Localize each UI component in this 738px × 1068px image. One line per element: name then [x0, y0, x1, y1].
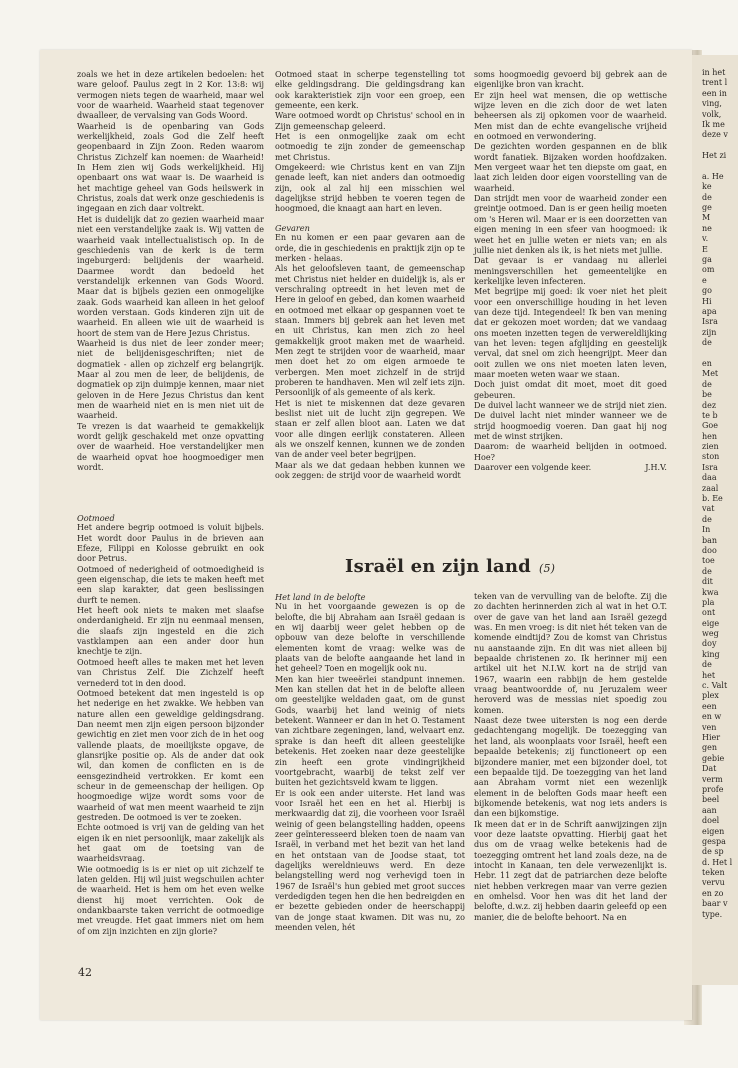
paragraph: Daarom: de waarheid belijden in ootmoed. Hoe?: [474, 442, 667, 462]
paragraph: Waarheid is de openbaring van Gods werkelijkheid, zoals God die Zelf heeft geopenbaard in Zijn Zoon. Reden waarom Christus Zichzelf kan noemen: de Waarheid! In Hem zien wij Gods werkelijkheid. Hij openbaart ons wat waar is. De waarheid is het machtige geheel van Gods heilswerk in Christus, zoals dat werk onze geschiedenis is ingegaan en zich daar voltrekt.: [77, 121, 264, 214]
next-page-line: kwa: [702, 587, 719, 597]
column-1: [77, 70, 264, 473]
next-page-line: b. Ee: [702, 494, 723, 504]
next-page-line: vervu: [702, 878, 725, 888]
next-page-line: zijn: [702, 327, 717, 337]
section-heading: Het land in de belofte: [275, 592, 366, 602]
next-page-line: ven: [702, 722, 717, 732]
paragraph: Ootmoed staat in scherpe tegenstelling tot elke geldingsdrang. Die geldingsdrang kan ook karakteristiek zijn voor een groep, een gemeente, een kerk.: [275, 70, 465, 111]
next-page-line: vat: [702, 504, 715, 514]
next-page-line: hen: [702, 431, 718, 441]
next-page-line: dit: [702, 577, 713, 587]
paragraph: Maar als we dat gedaan hebben kunnen we ook zeggen: de strijd voor de waarheid wordt: [275, 460, 465, 481]
next-page-line: Isra: [702, 317, 718, 327]
next-page-line: ke: [702, 182, 712, 192]
paragraph: Ik meen dat er in de Schrift aanwijzingen zijn voor deze laatste opvatting. Hierbij gaat het dus om de vraag welke betekenis had de toezegging omtrent het land zoals deze, na de intocht in Kanaan, ten dele verwezenlijkt is. Hebr. 11 zegt dat de patriarchen deze belofte niet hebben verkregen maar van verre gezien en omhelsd. Voor hen was dit het land der belofte, d.w.z. zij hebben daarin geleefd op een manier, die de belofte behoort. Na en: [474, 819, 667, 922]
article-title-text: Israël en zijn land: [345, 556, 531, 577]
next-page-line: v.: [702, 234, 709, 244]
next-page-line: d. Het l: [702, 857, 733, 867]
next-page-line: toe: [702, 556, 715, 566]
next-page-line: ston: [702, 452, 720, 462]
paragraph: De duivel lacht wanneer we de strijd niet zien. De duivel lacht niet minder wanneer we de strijd hoogmoedig voeren. Dan gaat hij nog met de winst strijken.: [474, 401, 667, 442]
next-page-line: E: [702, 244, 708, 254]
next-page-line: Hi: [702, 296, 712, 306]
next-page-line: de: [702, 192, 712, 202]
next-page-line: een in: [702, 88, 727, 98]
next-page-line: verm: [702, 774, 723, 784]
next-page-line: Goe: [702, 421, 718, 431]
column-6: [474, 592, 667, 923]
next-page-line: in het: [702, 68, 726, 77]
next-page-line: profe: [702, 784, 724, 794]
next-page-line: de: [702, 514, 712, 524]
next-page-line: type.: [702, 909, 723, 919]
page-number: 42: [78, 966, 92, 979]
article-part-number: (5): [538, 562, 556, 575]
paragraph: Dan strijdt men voor de waarheid zonder een greintje ootmoed. Dan is er geen heilig moeten om 's Heren wil. Maar er is een doorzetten van eigen mening in een sfeer van hoogmoed: ik weet het en jullie weten er niets van; en als jullie niet denken als ik, is het niets met jullie.: [474, 194, 667, 255]
next-page-line: trent l: [702, 78, 728, 88]
paragraph: Het andere begrip ootmoed is voluit bijbels. Het wordt door Paulus in de brieven aan Efeze, Filippi en Kolosse gebruikt en ook door Petrus.: [77, 523, 264, 564]
column-2: [275, 70, 465, 481]
next-page-line: baar v: [702, 899, 728, 909]
next-page-line: king: [702, 649, 720, 659]
next-page-line: weg: [702, 629, 719, 639]
next-page-line: ge: [702, 203, 712, 213]
column-5: [275, 592, 465, 933]
paragraph: Nu in het voorgaande gewezen is op de belofte, die bij Abraham aan Israël gedaan is en wij daarbij weer gelet hebben op de opbouw van deze belofte in verschillende elementen komt de vraag: welke was de plaats van de belofte aangaande het land in het geheel? Toen en mogelijk ook nu.: [275, 602, 465, 674]
paragraph: Omgekeerd: wie Christus kent en van Zijn genade leeft, kan niet anders dan ootmoedig zijn, ook al zal hij een misschien wel dagelijkse strijd hebben te voeren tegen de hoogmoed, die knaagt aan hart en leven.: [275, 163, 465, 214]
closing-text: Daarover een volgende keer.: [474, 463, 592, 473]
next-page-line: doel: [702, 816, 720, 826]
next-page-line: go: [702, 286, 712, 296]
next-page-line: apa: [702, 306, 717, 316]
next-page-line: Hier: [702, 733, 721, 742]
next-page-line: zaal: [702, 483, 719, 493]
next-page-line: Met: [702, 369, 719, 379]
paragraph: Echte ootmoed is vrij van de gelding van het eigen ik en niet persoonlijk, maar zakelijk als het gaat om de toetsing van de waarheidsvraag.: [77, 823, 264, 864]
paragraph: Er is ook een ander uiterste. Het land was voor Israël het een en het al. Hierbij is merkwaardig dat zij, die voorheen voor Israël weinig of geen belangstelling hadden, opeens zeer geïnteresseerd bleken toen de naam van Israël, in verband met het bezit van het land en het ontstaan van de Joodse staat, tot dagelijks wereldnieuws werd. En deze belangstelling werd nog verhevigd toen in 1967 de Israël's hun gebied met groot succes verdedigden tegen hen die hen bedreigden en er bezette gebieden onder de heerschappij van de jonge staat kwamen. Dit was nu, zo meenden velen, hét: [275, 788, 465, 932]
next-page-line: gebie: [702, 753, 725, 763]
next-page-line: ont: [702, 608, 716, 618]
paragraph: Als het geloofsleven taant, de gemeenschap met Christus niet helder en duidelijk is, als er verschraling optreedt in het leven met de Here in geloof en gebed, dan komen waarheid en ootmoed met elkaar op gespannen voet te staan. Immers bij gebrek aan het leven met en uit Christus, kan men zich zo heel gemakkelijk groot maken met de waarheid. Men zegt te strijden voor de waarheid, maar men doet het zo om eigen armoede te verbergen. Men moet zichzelf in de strijd proberen te handhaven. Men wil zelf iets zijn. Persoonlijk of als gemeente of als kerk.: [275, 264, 465, 398]
next-page-line: ving,: [702, 99, 722, 109]
next-page-line: [702, 349, 738, 359]
next-page-line: de: [702, 660, 712, 670]
next-page-line: het: [702, 670, 716, 680]
next-page-line: eige: [702, 618, 720, 628]
next-page-line: doo: [702, 545, 717, 555]
next-page-line: gespa: [702, 836, 726, 846]
next-page-line: ban: [702, 535, 718, 545]
paragraph: soms hoogmoedig gevoerd bij gebrek aan de eigenlijke bron van kracht.: [474, 70, 667, 90]
next-page-line: Ik me: [702, 119, 725, 129]
next-page-line: een: [702, 701, 717, 711]
next-page-line: Isra: [702, 462, 718, 472]
next-page-line: In: [702, 525, 711, 535]
next-page-line: aan: [702, 805, 717, 815]
next-page-text: [702, 68, 738, 920]
section-heading: Gevaren: [275, 222, 310, 233]
column-4: [77, 513, 264, 937]
next-page-line: en zo: [702, 888, 724, 898]
paragraph: Wie ootmoedig is is er niet op uit zichzelf te laten gelden. Hij wil juist wegschuilen achter de waarheid. Het is hem om het even welke dienst hij moet verrichten. Ook de ondankbaarste taken verricht de ootmoedige met vreugde. Het gaat immers niet om hem of om zijn inzichten en zijn glorie?: [77, 864, 264, 936]
next-page-line: c. Valt: [702, 681, 728, 691]
next-page-line: daa: [702, 473, 717, 483]
next-page-line: plex: [702, 691, 719, 701]
paragraph: Naast deze twee uitersten is nog een derde gedachtengang mogelijk. De toezegging van het land, als woonplaats voor Israël, heeft een bepaalde betekenis; zij functioneert op een bijzondere manier, met een bijzonder doel, tot een bepaalde tijd. De toezegging van het land aan Abraham vormt niet een wezenlijk element in de beloften Gods maar heeft een bijkomende betekenis, wat nog iets anders is dan een bijkomstige.: [474, 716, 667, 819]
next-page-line: [702, 162, 738, 172]
paragraph: Dat gevaar is er vandaag nu allerlei meningsverschillen het gemeentelijke en kerkelijke leven infecteren.: [474, 256, 667, 286]
paragraph: teken van de vervulling van de belofte. Zij die zo dachten herinnerden zich al wat in het O.T. over de gave van het land aan Israël gezegd was. En men vroeg: is dit niet hét teken van de komende eindtijd? Zou de komst van Christus nu aanstaande zijn. En dit was niet alleen bij bepaalde christenen zo. Ik herinner mij een artikel uit het N.I.W. kort na de strijd van 1967, waarin een rabbijn de hem gestelde vraag beantwoordde of, nu Jeruzalem weer heroverd was de messias niet spoedig zou komen.: [474, 592, 667, 715]
paragraph: Ware ootmoed wordt op Christus' school en in Zijn gemeenschap geleerd.: [275, 111, 465, 131]
next-page-line: pla: [702, 597, 715, 607]
paragraph: De gezichten worden gespannen en de blik wordt fanatiek. Bijzaken worden hoofdzaken. Men vergeet waar het ten diepste om gaat, en laat zich leiden door eigen voorstelling van de waarheid.: [474, 142, 667, 193]
next-page-line: Het zi: [702, 151, 727, 161]
next-page-line: gen: [702, 743, 718, 753]
next-page-line: M: [702, 213, 711, 223]
paragraph: Met begrijpe mij goed: ik voer niet het pleit voor een onverschillige houding in het leven van deze tijd. Integendeel! Ik ben van mening dat er gekozen moet worden; dat we vandaag ons moeten inzetten tegen de verwereldlijking van het leven: tegen afglijding en geestelijk verval, dat snel om zich heengrijpt. Meer dan ooit zullen we ons niet moeten laten leven, maar moeten weten waar we staan.: [474, 287, 667, 379]
next-page-line: ne: [702, 223, 712, 233]
paragraph: Het is duidelijk dat zo gezien waarheid maar niet een verstandelijke zaak is. Wij vatten de waarheid vaak intellectualistisch op. In de geschiedenis van de kerk is de term ingeburgerd: belijdenis der waarheid. Daarmee wordt dan bedoeld het verstandelijk erkennen van Gods Woord. Maar dat is bijbels gezien een onmogelijke zaak. Gods waarheid kan alleen in het geloof worden verstaan. Gods kinderen zijn uit de waarheid. En alleen wie uit de waarheid is hoort de stem van de Here Jezus Christus.: [77, 214, 264, 338]
next-page-line: om: [702, 265, 715, 275]
paragraph: Het is een onmogelijke zaak om echt ootmoedig te zijn zonder de gemeenschap met Christus.: [275, 132, 465, 162]
next-page-line: volk,: [702, 109, 722, 119]
next-page-line: Dat: [702, 764, 717, 774]
paragraph: En nu komen er een paar gevaren aan de orde, die in geschiedenis en praktijk zijn op te merken - helaas.: [275, 233, 465, 263]
paragraph: Ootmoed heeft alles te maken met het leven van Christus Zelf. Die Zichzelf heeft vernederd tot in den dood.: [77, 657, 264, 688]
paragraph: Het is niet te miskennen dat deze gevaren beslist niet uit de lucht zijn gegrepen. We staan er zelf allen bloot aan. Laten we dat voor alle dingen eerlijk constateren. Alleen als we onszelf kennen, kunnen we de zonden van de ander veel beter begrijpen.: [275, 398, 465, 460]
article-title: [345, 556, 555, 577]
paragraph: Ootmoed of nederigheid of ootmoedigheid is geen eigenschap, die iets te maken heeft met een slap karakter, dat geen beslissingen durft te nemen.: [77, 564, 264, 605]
paragraph: Doch juist omdat dit moet, moet dit goed gebeuren.: [474, 380, 667, 400]
next-page-line: te b: [702, 410, 718, 420]
next-page-line: de: [702, 566, 712, 576]
next-page-line: eigen: [702, 826, 725, 836]
paragraph: Het heeft ook niets te maken met slaafse onderdanigheid. Er zijn nu eenmaal mensen, die slaafs zijn ingesteld en die zich vastklampen aan een ander door hun knechtje te zijn.: [77, 606, 264, 657]
author-signature: J.H.V.: [645, 463, 667, 473]
section-heading: Ootmoed: [77, 513, 115, 523]
next-page-line: dez: [702, 400, 717, 410]
next-page-line: beel: [702, 795, 720, 805]
next-page-line: de: [702, 338, 712, 348]
next-page-line: doy: [702, 639, 717, 649]
paragraph: Er zijn heel wat mensen, die op wettische wijze leven en die zich door de wet laten beheersen als zij opkomen voor de waarheid. Men mist dan de echte evangelische vrijheid en ootmoed en verwondering.: [474, 90, 667, 142]
paragraph: Ootmoed betekent dat men ingesteld is op het nederige en het zwakke. We hebben van nature allen een geweldige geldingsdrang. Dan neemt men zijn eigen persoon bijzonder gewichtig en ziet men voor zich de in het oog vallende plaats, de moeilijkste opgave, de glansrijke positie op. Als de ander dat ook wil, dan komen de conflicten en is de eensgezindheid vertrokken. Er komt een scheur in de gemeenschap der heiligen. Op hoogmoedige wijze wordt soms voor de waarheid of wat men meent waarheid te zijn gestreden. De ootmoed is ver te zoeken.: [77, 688, 264, 822]
next-page-line: teken: [702, 868, 725, 878]
next-page-line: be: [702, 390, 712, 400]
column-3: [474, 70, 667, 473]
next-page-line: [702, 141, 738, 151]
paragraph: Te vrezen is dat waarheid te gemakkelijk wordt gelijk geschakeld met onze opvatting over de waarheid. Hoe verstandelijker men de waarheid opvat hoe hoogmoediger men wordt.: [77, 421, 264, 473]
paragraph: Men kan hier tweeërlei standpunt innemen. Men kan stellen dat het in de belofte alleen om geestelijke weldaden gaat, om de gunst Gods, waarbij het land weinig of niets betekent. Wanneer er dan in het O. Testament van zichtbare zegeningen, land, welvaart enz. sprake is dan heeft dit alleen geestelijke betekenis. Het zoeken naar deze geestelijke zin heeft een grote vindingrijkheid voortgebracht, waarbij de tekst zelf ver buiten het gezichtsveld kwam te liggen.: [275, 674, 465, 788]
next-page-line: de: [702, 379, 712, 389]
next-page-line: e: [702, 275, 707, 285]
next-page-line: ga: [702, 255, 712, 265]
next-page-line: de sp: [702, 847, 724, 857]
next-page-line: a. He: [702, 171, 724, 181]
closing-line: [474, 463, 667, 473]
paragraph: Waarheid is dus niet de leer zonder meer; niet de belijdenisgeschriften; niet de dogmatiek - allen op zichzelf erg belangrijk. Maar al zou men de leer, de belijdenis, de dogmatiek op zijn duimpje kennen, maar niet geloven in de Here Jezus Christus dan kent men de waarheid niet en is men niet uit de waarheid.: [77, 338, 264, 421]
next-page-line: en: [702, 358, 712, 368]
paragraph: zoals we het in deze artikelen bedoelen: het ware geloof. Paulus zegt in 2 Kor. 13:8: wij vermogen niets tegen de waarheid, maar wel voor de waarheid. Waarheid staat tegenover dwaalleer, de vervalsing van Gods Woord.: [77, 70, 264, 121]
next-page-line: deze v: [702, 130, 728, 140]
next-page-line: en w: [702, 712, 722, 722]
next-page-line: zien: [702, 442, 719, 452]
